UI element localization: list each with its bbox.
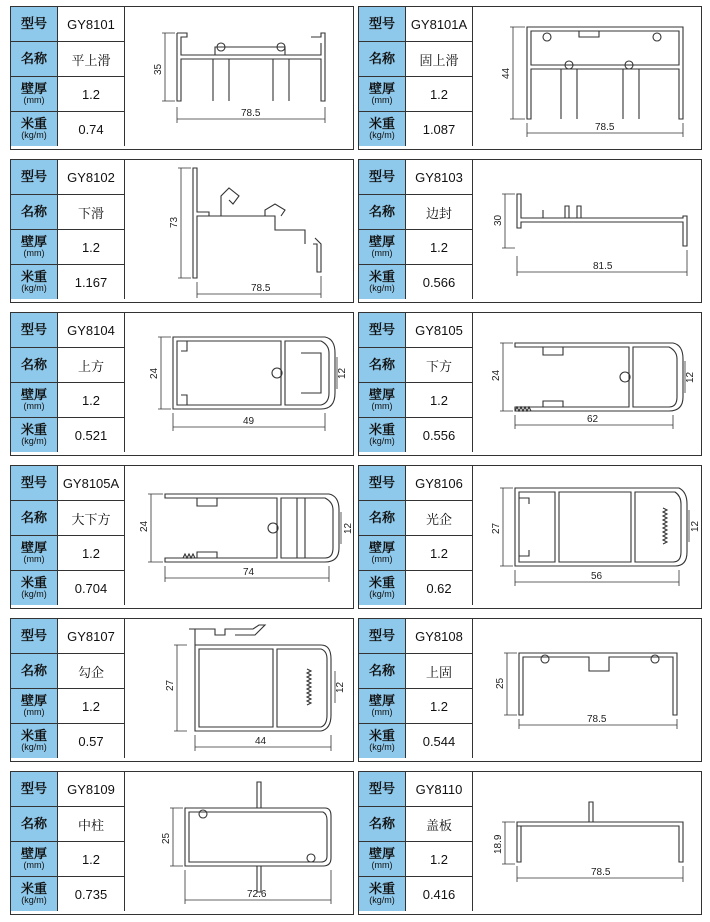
weight-value: 0.544 [406, 724, 473, 759]
profile-card [10, 159, 354, 303]
thickness-unit: (mm) [23, 95, 45, 105]
dim-height-text: 25 [495, 677, 506, 689]
profile-card [10, 6, 354, 150]
weight-label [359, 571, 406, 606]
weight-label [11, 724, 58, 759]
name-label: 名称 [359, 42, 406, 77]
thickness-value: 1.2 [406, 383, 473, 418]
profile-card [10, 618, 354, 762]
weight-label-text: 米重 [20, 116, 47, 131]
weight-unit: (kg/m) [21, 589, 47, 599]
weight-value: 1.167 [58, 265, 125, 300]
thickness-label-text: 壁厚 [20, 387, 47, 402]
name-label: 名称 [11, 195, 58, 230]
profile-card [358, 771, 702, 915]
profile-drawing [473, 160, 703, 304]
spec-table [359, 466, 473, 605]
thickness-unit: (mm) [23, 554, 45, 564]
thickness-label [359, 536, 406, 571]
thickness-value: 1.2 [406, 536, 473, 571]
weight-value: 0.416 [406, 877, 473, 912]
dim-height-text: 30 [493, 214, 504, 226]
profile-card [358, 159, 702, 303]
weight-value: 1.087 [406, 112, 473, 147]
dim-height-text: 44 [501, 67, 512, 79]
profile-outline [185, 808, 331, 866]
weight-label [11, 571, 58, 606]
profile-lip [197, 498, 217, 558]
name-label: 名称 [359, 501, 406, 536]
weight-unit: (kg/m) [21, 130, 47, 140]
model-label: 型号 [11, 619, 58, 654]
thickness-label-text: 壁厚 [20, 846, 47, 861]
thickness-label [11, 383, 58, 418]
weight-value: 0.566 [406, 265, 473, 300]
thickness-label [359, 842, 406, 877]
weight-label-text: 米重 [368, 881, 395, 896]
model-value: GY8101 [58, 7, 125, 42]
profile-card [358, 312, 702, 456]
weight-unit: (kg/m) [369, 436, 395, 446]
profile-screw-port [199, 810, 207, 818]
model-label: 型号 [359, 466, 406, 501]
profile-fin [589, 802, 593, 822]
model-label: 型号 [11, 160, 58, 195]
spec-table [359, 160, 473, 299]
weight-label-text: 米重 [368, 422, 395, 437]
spec-table [11, 466, 125, 605]
model-value: GY8105 [406, 313, 473, 348]
profile-serration [663, 508, 667, 544]
name-value: 下方 [406, 348, 473, 383]
thickness-unit: (mm) [371, 860, 393, 870]
spec-table [359, 313, 473, 452]
profile-slot [301, 353, 321, 393]
dim-width-text: 81.5 [593, 261, 613, 272]
weight-label [11, 265, 58, 300]
thickness-label [11, 689, 58, 724]
profile-leg [561, 69, 639, 119]
model-value: GY8101A [406, 7, 473, 42]
model-value: GY8102 [58, 160, 125, 195]
weight-label [359, 112, 406, 147]
weight-label [11, 112, 58, 147]
profile-outline [515, 488, 687, 566]
weight-label-text: 米重 [20, 728, 47, 743]
thickness-label [11, 230, 58, 265]
weight-label [359, 724, 406, 759]
spec-table [11, 7, 125, 146]
dim-width-text: 78.5 [591, 867, 611, 878]
weight-value: 0.74 [58, 112, 125, 147]
weight-unit: (kg/m) [369, 742, 395, 752]
profile-drawing [125, 7, 355, 151]
profile-outline [173, 337, 335, 409]
thickness-label [359, 77, 406, 112]
model-value: GY8103 [406, 160, 473, 195]
weight-value: 0.62 [406, 571, 473, 606]
model-value: GY8109 [58, 772, 125, 807]
thickness-label-text: 壁厚 [20, 234, 47, 249]
thickness-value: 1.2 [406, 842, 473, 877]
thickness-unit: (mm) [371, 707, 393, 717]
profile-outline [527, 27, 683, 119]
thickness-value: 1.2 [58, 383, 125, 418]
weight-label [359, 418, 406, 453]
weight-label [359, 265, 406, 300]
name-label: 名称 [11, 42, 58, 77]
model-value: GY8106 [406, 466, 473, 501]
weight-value: 0.521 [58, 418, 125, 453]
profile-card [10, 771, 354, 915]
name-value: 上方 [58, 348, 125, 383]
thickness-label-text: 壁厚 [368, 540, 395, 555]
dim-height-text: 24 [491, 369, 502, 381]
model-value: GY8105A [58, 466, 125, 501]
profile-outline [517, 194, 687, 246]
dim-width-text: 78.5 [251, 283, 271, 294]
spec-table [11, 772, 125, 911]
dim-height-text: 24 [139, 520, 150, 532]
spec-table [359, 7, 473, 146]
profile-leg [213, 59, 289, 101]
weight-unit: (kg/m) [369, 130, 395, 140]
model-label: 型号 [11, 7, 58, 42]
name-value: 盖板 [406, 807, 473, 842]
weight-label [359, 877, 406, 912]
name-label: 名称 [359, 807, 406, 842]
dim-width-text: 78.5 [595, 122, 615, 133]
name-label: 名称 [11, 501, 58, 536]
model-label: 型号 [11, 772, 58, 807]
name-value: 上固 [406, 654, 473, 689]
model-label: 型号 [11, 466, 58, 501]
dim-line-height [510, 27, 525, 119]
dim-width-text: 72.6 [247, 889, 267, 900]
profile-drawing [473, 619, 703, 763]
profile-drawing [125, 772, 355, 916]
profile-drawing [473, 7, 703, 151]
name-label: 名称 [359, 195, 406, 230]
weight-value: 0.57 [58, 724, 125, 759]
profile-lip [543, 347, 563, 407]
weight-label [11, 418, 58, 453]
name-label: 名称 [359, 654, 406, 689]
weight-label-text: 米重 [368, 728, 395, 743]
thickness-value: 1.2 [406, 77, 473, 112]
profile-drawing [125, 313, 355, 457]
thickness-label-text: 壁厚 [368, 81, 395, 96]
profile-hook [195, 625, 265, 635]
weight-label-text: 米重 [368, 575, 395, 590]
spec-table [359, 619, 473, 758]
profile-screw-port [307, 854, 315, 862]
profile-drawing [473, 772, 703, 916]
name-value: 大下方 [58, 501, 125, 536]
thickness-unit: (mm) [23, 248, 45, 258]
profile-groove [579, 31, 599, 37]
name-value: 中柱 [58, 807, 125, 842]
thickness-label-text: 壁厚 [368, 234, 395, 249]
profile-card [10, 465, 354, 609]
thickness-unit: (mm) [23, 707, 45, 717]
thickness-value: 1.2 [58, 842, 125, 877]
dim-width-text: 49 [243, 416, 255, 427]
thickness-label [11, 536, 58, 571]
profile-card [358, 465, 702, 609]
name-label: 名称 [11, 807, 58, 842]
thickness-label [11, 77, 58, 112]
thickness-value: 1.2 [406, 689, 473, 724]
profile-rail [221, 188, 285, 216]
profile-serration [515, 407, 531, 411]
thickness-value: 1.2 [58, 689, 125, 724]
dim-width-text: 74 [243, 567, 255, 578]
model-label: 型号 [359, 619, 406, 654]
model-value: GY8104 [58, 313, 125, 348]
profile-outline [193, 168, 321, 278]
model-value: GY8110 [406, 772, 473, 807]
model-label: 型号 [359, 772, 406, 807]
thickness-unit: (mm) [371, 248, 393, 258]
dim-width-text: 56 [591, 571, 603, 582]
dim-height-text: 73 [169, 216, 180, 228]
spec-table [11, 619, 125, 758]
model-label: 型号 [11, 313, 58, 348]
thickness-value: 1.2 [58, 77, 125, 112]
profile-serration [307, 669, 311, 705]
thickness-unit: (mm) [371, 554, 393, 564]
profile-drawing [473, 313, 703, 457]
weight-value: 0.556 [406, 418, 473, 453]
weight-label-text: 米重 [20, 881, 47, 896]
dim-width-text: 78.5 [241, 108, 261, 119]
profile-drawing [125, 466, 355, 610]
dim-height-text: 25 [161, 832, 172, 844]
name-label: 名称 [359, 348, 406, 383]
weight-label-text: 米重 [20, 422, 47, 437]
dim-height-text: 27 [165, 679, 176, 691]
weight-label-text: 米重 [368, 269, 395, 284]
spec-table [11, 313, 125, 452]
thickness-label-text: 壁厚 [20, 540, 47, 555]
profile-lip [177, 341, 187, 405]
name-value: 固上滑 [406, 42, 473, 77]
weight-unit: (kg/m) [369, 283, 395, 293]
name-value: 平上滑 [58, 42, 125, 77]
profile-fin [543, 206, 581, 218]
name-value: 边封 [406, 195, 473, 230]
weight-value: 0.704 [58, 571, 125, 606]
dim-side-text: 12 [685, 371, 696, 383]
dim-side-text: 12 [690, 520, 701, 532]
weight-label-text: 米重 [20, 269, 47, 284]
model-label: 型号 [359, 7, 406, 42]
thickness-value: 1.2 [58, 536, 125, 571]
name-value: 光企 [406, 501, 473, 536]
thickness-label [359, 230, 406, 265]
thickness-label [359, 383, 406, 418]
dim-width-text: 44 [255, 736, 267, 747]
dim-line-height [148, 494, 163, 562]
model-value: GY8108 [406, 619, 473, 654]
profile-screw-port [543, 33, 551, 41]
weight-label-text: 米重 [368, 116, 395, 131]
model-label: 型号 [359, 160, 406, 195]
profile-card [358, 618, 702, 762]
spec-table [11, 160, 125, 299]
name-value: 勾企 [58, 654, 125, 689]
dim-width-text: 62 [587, 414, 599, 425]
name-label: 名称 [11, 654, 58, 689]
thickness-label-text: 壁厚 [368, 846, 395, 861]
dim-side-text: 12 [337, 367, 348, 379]
dim-side-text: 12 [335, 681, 346, 693]
profile-screw-port [651, 655, 659, 663]
profile-outline [515, 343, 683, 411]
dim-height-text: 24 [149, 367, 160, 379]
profile-card [10, 312, 354, 456]
dim-height-text: 35 [153, 63, 164, 75]
weight-value: 0.735 [58, 877, 125, 912]
profile-screw-port [653, 33, 661, 41]
profile-screw-port [541, 655, 549, 663]
name-label: 名称 [11, 348, 58, 383]
profile-serration [183, 554, 195, 558]
spec-table [359, 772, 473, 911]
model-label: 型号 [359, 313, 406, 348]
weight-unit: (kg/m) [369, 589, 395, 599]
weight-unit: (kg/m) [21, 283, 47, 293]
dim-height-text: 27 [491, 522, 502, 534]
thickness-label [11, 842, 58, 877]
dim-height-text: 18.9 [493, 834, 504, 854]
thickness-label-text: 壁厚 [20, 81, 47, 96]
profile-outline [165, 494, 339, 562]
profile-fin [257, 782, 261, 892]
model-value: GY8107 [58, 619, 125, 654]
weight-label-text: 米重 [20, 575, 47, 590]
thickness-unit: (mm) [371, 95, 393, 105]
weight-unit: (kg/m) [21, 895, 47, 905]
profile-drawing [473, 466, 703, 610]
name-value: 下滑 [58, 195, 125, 230]
weight-unit: (kg/m) [369, 895, 395, 905]
profile-lip [519, 498, 529, 556]
thickness-label [359, 689, 406, 724]
thickness-value: 1.2 [406, 230, 473, 265]
profile-drawing [125, 160, 355, 304]
thickness-unit: (mm) [371, 401, 393, 411]
profile-drawing [125, 619, 355, 763]
weight-unit: (kg/m) [21, 436, 47, 446]
thickness-unit: (mm) [23, 860, 45, 870]
profile-card [358, 6, 702, 150]
thickness-unit: (mm) [23, 401, 45, 411]
profile-outline [177, 33, 325, 101]
weight-label [11, 877, 58, 912]
profile-outline [517, 822, 683, 862]
dim-width-text: 78.5 [587, 714, 607, 725]
thickness-label-text: 壁厚 [368, 693, 395, 708]
thickness-label-text: 壁厚 [368, 387, 395, 402]
thickness-value: 1.2 [58, 230, 125, 265]
dim-side-text: 12 [343, 522, 354, 534]
thickness-label-text: 壁厚 [20, 693, 47, 708]
weight-unit: (kg/m) [21, 742, 47, 752]
